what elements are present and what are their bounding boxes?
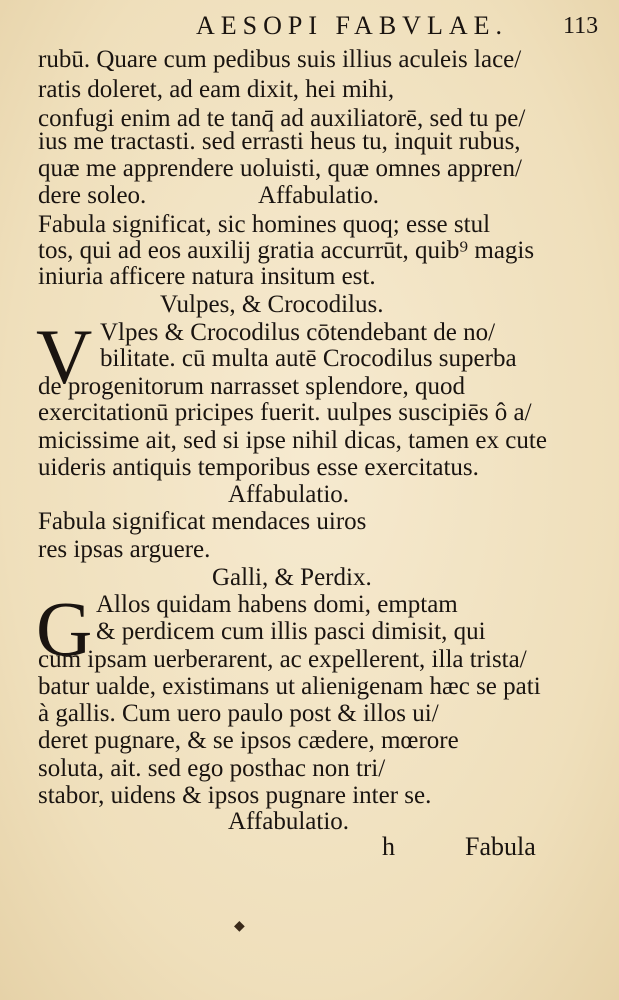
page-header [0, 8, 619, 48]
text-line: exercitationū pricipes fuerit. uulpes suscipiēs ô a/ [38, 399, 532, 426]
drop-cap: V [36, 313, 93, 400]
moral-line: iniuria afficere natura insitum est. [38, 263, 376, 290]
moral-line: res ipsas arguere. [38, 536, 211, 563]
text-line: bilitate. cū multa autē Crocodilus superba [100, 345, 517, 372]
text-line: Allos quidam habens domi, emptam [96, 591, 458, 618]
page-number: 113 [563, 13, 599, 39]
fable-title: Vulpes, & Crocodilus. [160, 291, 384, 318]
catchword: Fabula [465, 832, 536, 861]
text-line: dere soleo. [38, 182, 147, 209]
moral-line: Fabula significat mendaces uiros [38, 508, 367, 535]
running-title: AESOPI FABVLAE. [196, 11, 508, 40]
moral-line: Fabula significat, sic homines quoq; esse stul [38, 211, 491, 238]
text-line: deret pugnare, & se ipsos cædere, mœrore [38, 727, 459, 754]
text-line: Vlpes & Crocodilus cōtendebant de no/ [100, 319, 496, 346]
affabulatio-heading: Affabulatio. [228, 808, 350, 835]
text-line: rubū. Quare cum pedibus suis illius aculeis lace/ [38, 46, 522, 73]
signature-mark: h [382, 832, 395, 861]
text-line: micissime ait, sed si ipse nihil dicas, tamen ex cute [38, 427, 547, 454]
printers-mark-icon: ◆ [234, 919, 245, 934]
text-line: cum ipsam uerberarent, ac expellerent, illa trista/ [38, 646, 527, 673]
affabulatio-heading: Affabulatio. [258, 182, 380, 209]
text-line: soluta, ait. sed ego posthac non tri/ [38, 755, 386, 782]
text-line: stabor, uidens & ipsos pugnare inter se. [38, 782, 432, 809]
fable-title: Galli, & Perdix. [212, 564, 372, 591]
text-line: ratis doleret, ad eam dixit, hei mihi, [38, 76, 395, 103]
text-line: confugi enim ad te tanq̄ ad auxiliatorē, sed tu pe/ [38, 105, 526, 132]
text-line: quæ me apprendere uoluisti, quæ omnes appren/ [38, 155, 522, 182]
text-line: & perdicem cum illis pasci dimisit, qui [96, 618, 486, 645]
text-line: batur ualde, existimans ut alienigenam hæc se pati [38, 673, 541, 700]
text-line: de progenitorum narrasset splendore, quod [38, 373, 465, 400]
text-line: à gallis. Cum uero paulo post & illos ui/ [38, 700, 439, 727]
text-line: uideris antiquis temporibus esse exercitatus. [38, 454, 479, 481]
moral-line: tos, qui ad eos auxilij gratia accurrūt, quib⁹ magis [38, 237, 535, 264]
affabulatio-heading: Affabulatio. [228, 481, 350, 508]
drop-cap: G [36, 585, 93, 672]
text-line: ius me tractasti. sed errasti heus tu, inquit rubus, [38, 128, 521, 155]
